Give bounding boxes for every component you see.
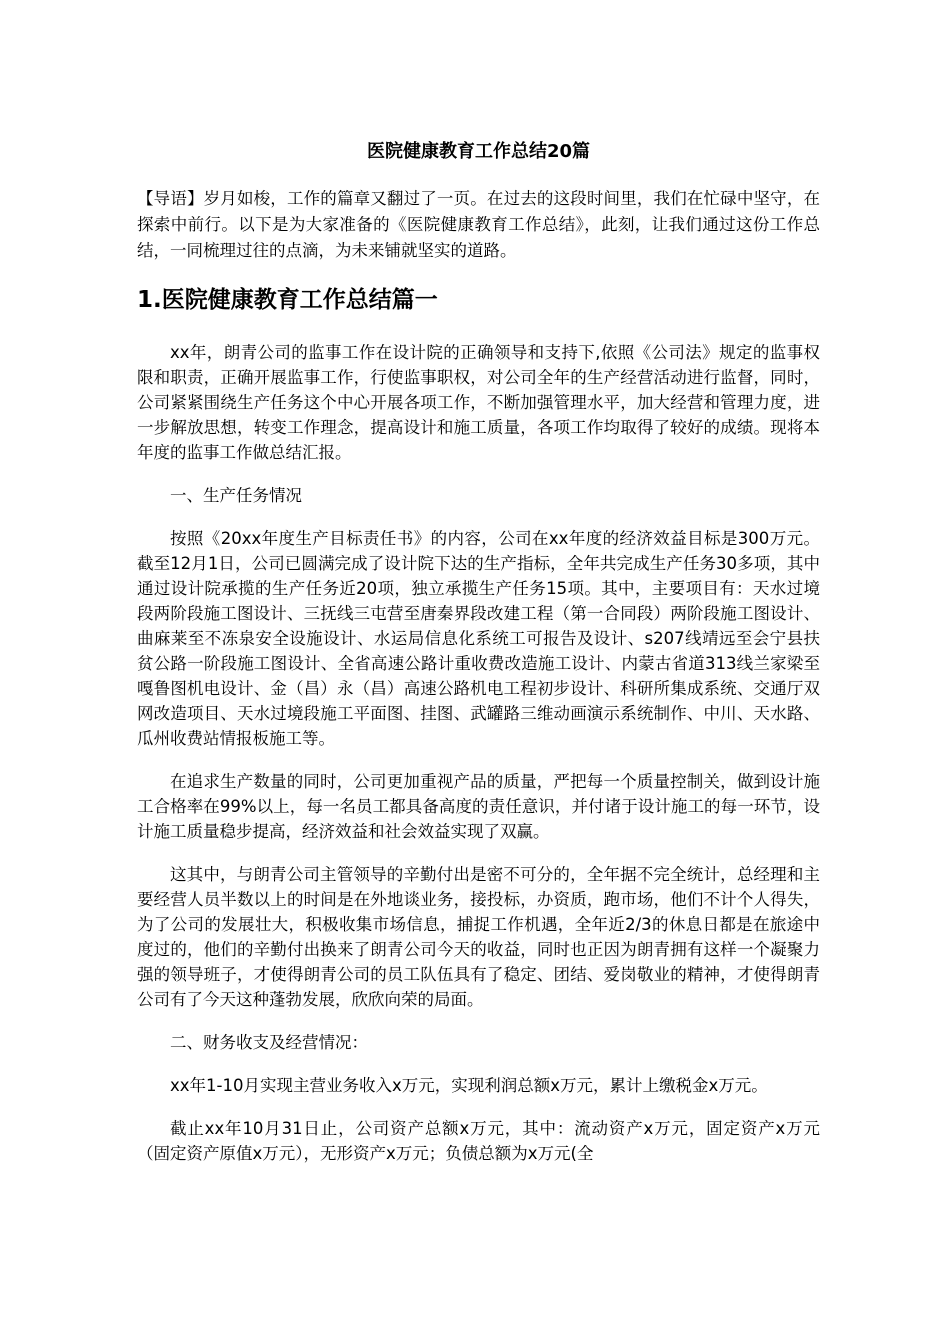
- body-paragraph: 按照《20xx年度生产目标责任书》的内容，公司在xx年度的经济效益目标是300万元。截至12月1日，公司已圆满完成了设计院下达的生产指标，全年共完成生产任务30多项，其中通过设计院承揽的生产任务近20项，独立承揽生产任务15项。其中，主要项目有：天水过境段两阶段施工图设计、三抚线三屯营至唐秦界段改建工程（第一合同段）两阶段施工图设计、曲麻莱至不冻泉安全设施设计、水运局信息化系统工可报告及设计、s207线靖远至会宁县扶贫公路一阶段施工图设计、全省高速公路计重收费改造施工设计、内蒙古省道313线兰家梁至嘎鲁图机电设计、金（昌）永（昌）高速公路机电工程初步设计、科研所集成系统、交通厅双网改造项目、天水过境段施工平面图、挂图、武罐路三维动画演示系统制作、中川、天水路、瓜州收费站情报板施工等。: [137, 529, 820, 748]
- body-paragraph: 这其中，与朗青公司主管领导的辛勤付出是密不可分的，全年据不完全统计，总经理和主要经营人员半数以上的时间是在外地谈业务，接投标，办资质，跑市场，他们不计个人得失，为了公司的发展壮大，积极收集市场信息，捕捉工作机遇，全年近2/3的休息日都是在旅途中度过的，他们的辛勤付出换来了朗青公司今天的收益，同时也正因为朗青拥有这样一个凝聚力强的领导班子，才使得朗青公司的员工队伍具有了稳定、团结、爱岗敬业的精神，才使得朗青公司有了今天这种蓬勃发展，欣欣向荣的局面。: [137, 865, 820, 1009]
- body-paragraph: xx年，朗青公司的监事工作在设计院的正确领导和支持下,依照《公司法》规定的监事权限和职责，正确开展监事工作，行使监事职权，对公司全年的生产经营活动进行监督，同时，公司紧紧围绕生产任务这个中心开展各项工作，不断加强管理水平，加大经营和管理力度，进一步解放思想，转变工作理念，提高设计和施工质量，各项工作均取得了较好的成绩。现将本年度的监事工作做总结汇报。: [137, 343, 820, 462]
- body-paragraph: xx年1-10月实现主营业务收入x万元，实现利润总额x万元，累计上缴税金x万元。: [170, 1076, 768, 1095]
- document-title: 医院健康教育工作总结20篇: [366, 141, 591, 162]
- sub-heading-production: 一、生产任务情况: [170, 486, 302, 505]
- body-paragraph: 在追求生产数量的同时，公司更加重视产品的质量，严把每一个质量控制关，做到设计施工合格率在99%以上，每一名员工都具备高度的责任意识，并付诸于设计施工的每一环节，设计施工质量稳步提高，经济效益和社会效益实现了双赢。: [137, 772, 820, 841]
- intro-paragraph: 【导语】岁月如梭，工作的篇章又翻过了一页。在过去的这段时间里，我们在忙碌中坚守，在探索中前行。以下是为大家准备的《医院健康教育工作总结》，此刻，让我们通过这份工作总结，一同梳理过往的点滴，为未来铺就坚实的道路。: [137, 189, 820, 260]
- sub-heading-finance: 二、财务收支及经营情况：: [170, 1033, 368, 1052]
- body-paragraph: 截止xx年10月31日止，公司资产总额x万元，其中：流动资产x万元，固定资产x万元（固定资产原值x万元），无形资产x万元；负债总额为x万元(全: [137, 1119, 820, 1163]
- section-heading: 1.医院健康教育工作总结篇一: [137, 287, 438, 313]
